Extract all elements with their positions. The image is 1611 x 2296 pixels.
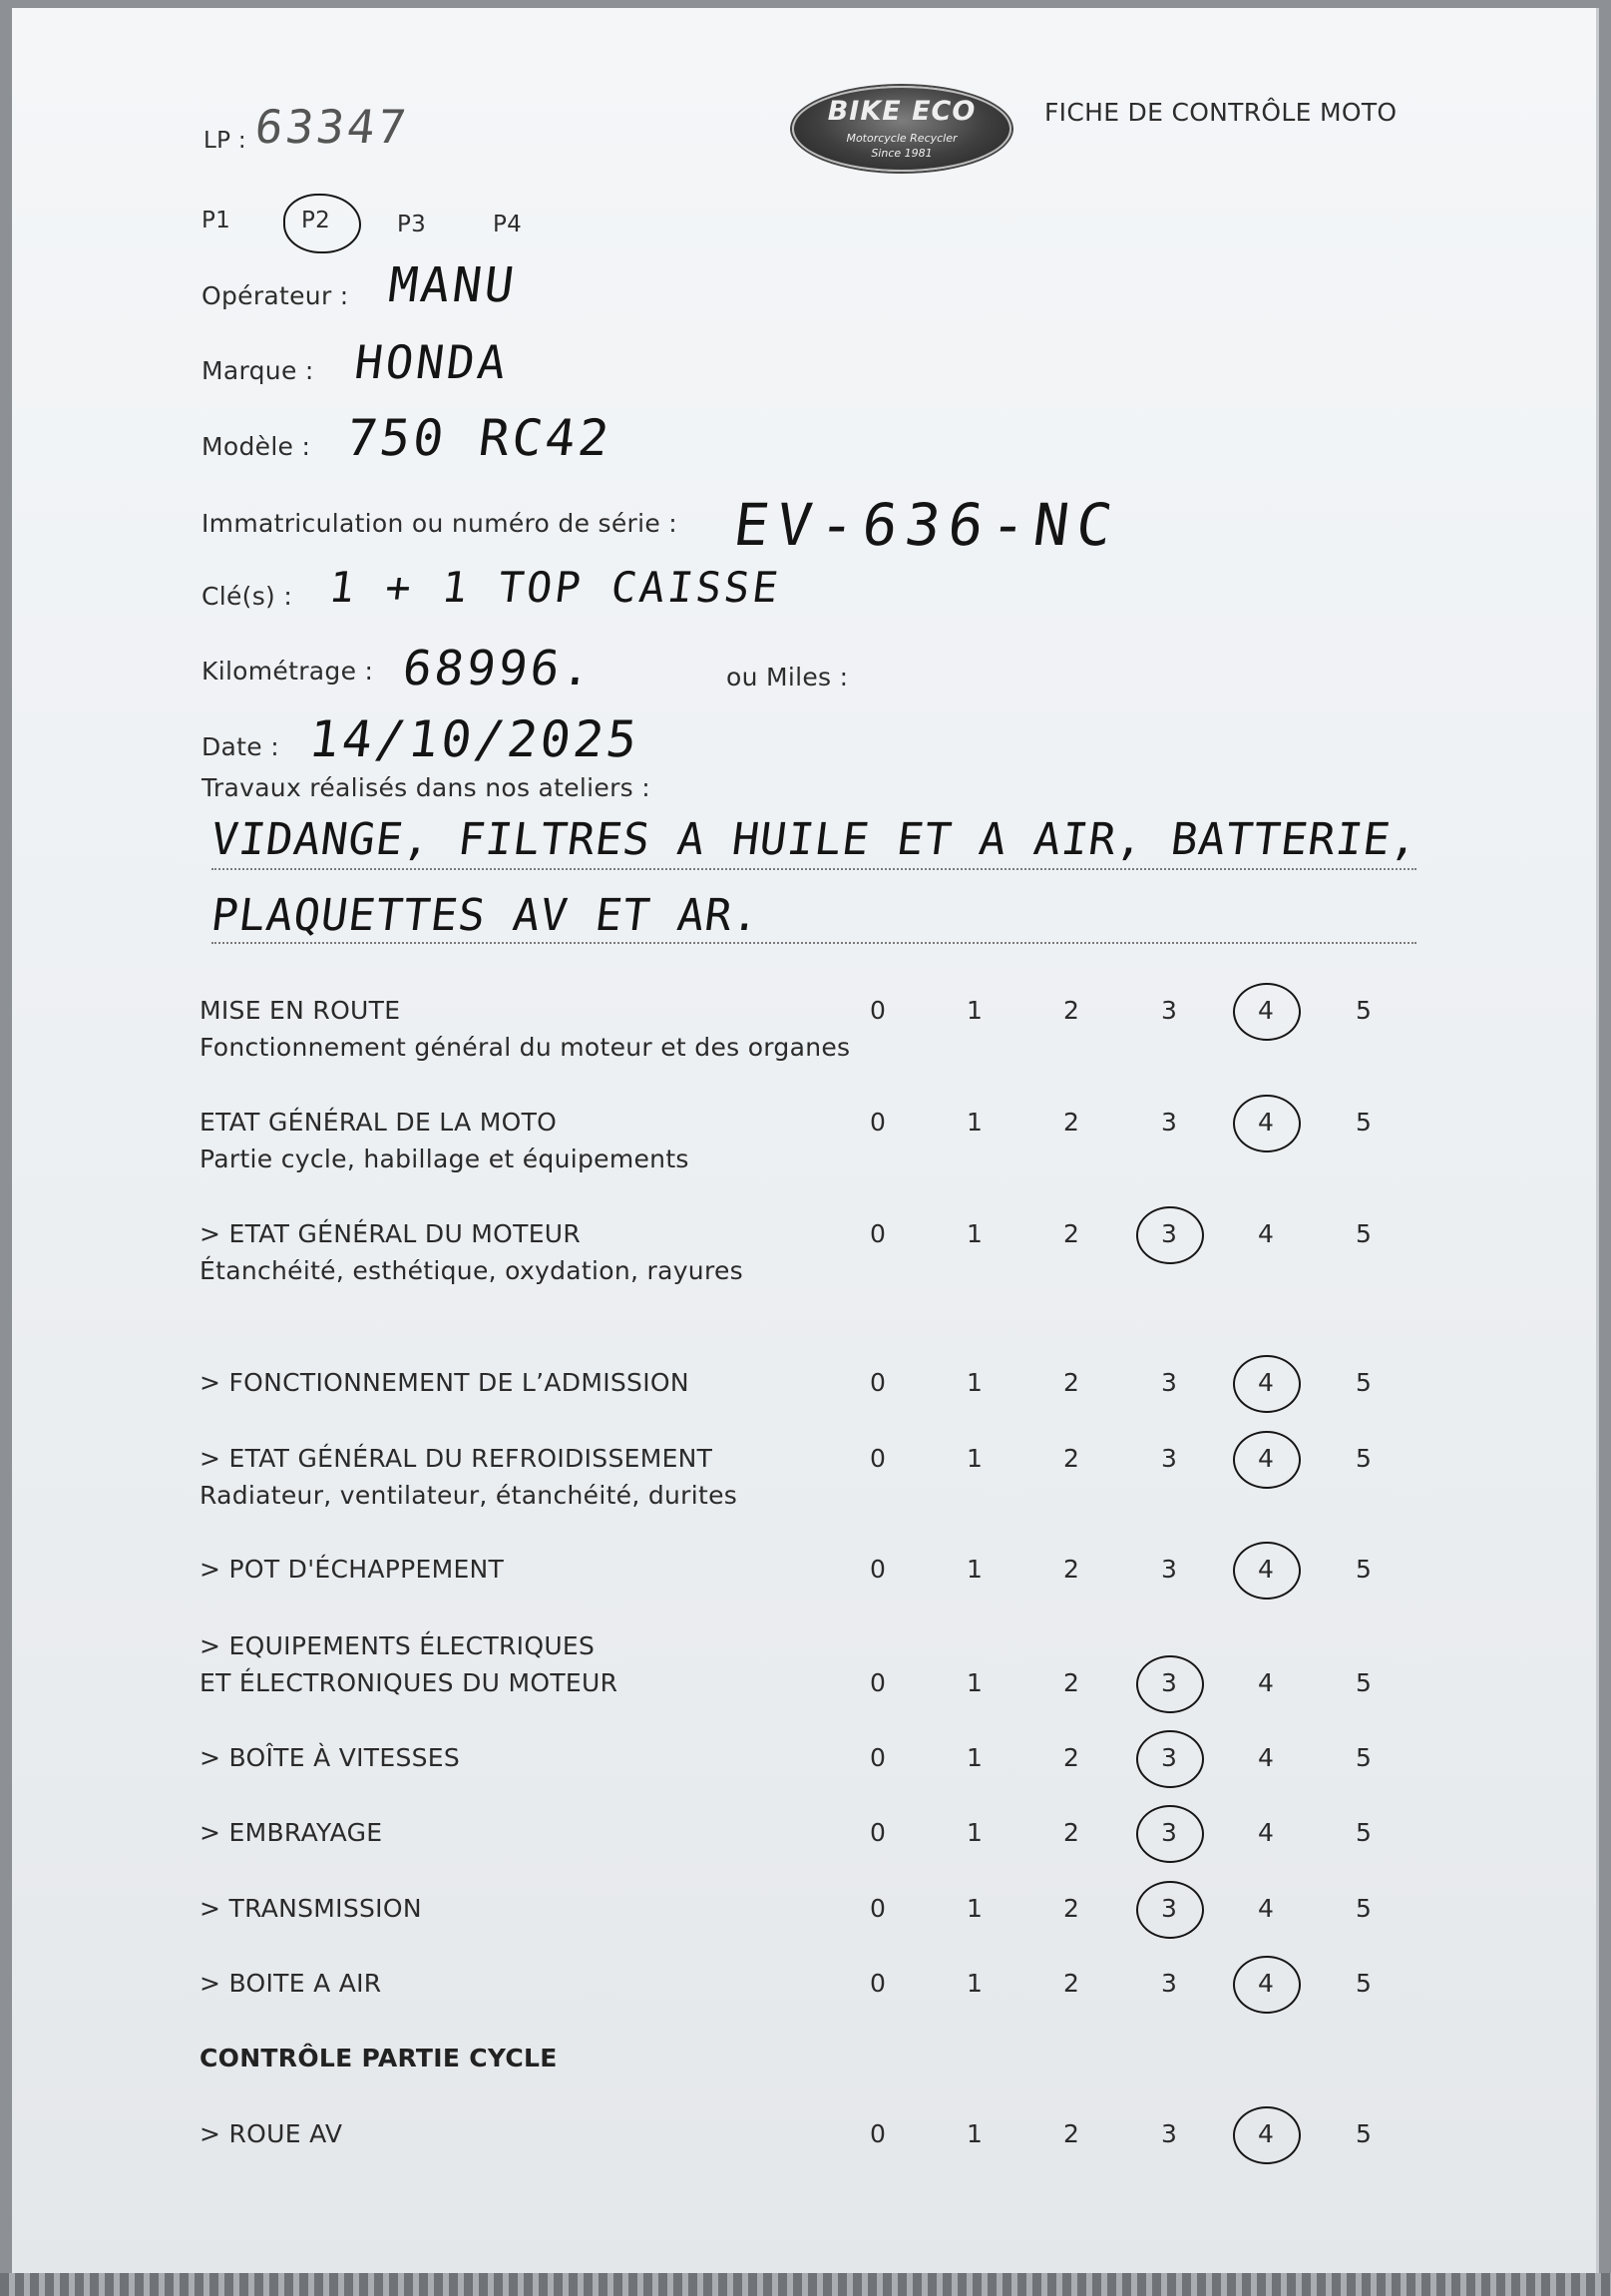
score-option-1[interactable]: 1 [967, 1894, 983, 1923]
check-title: > BOÎTE À VITESSES [200, 1743, 461, 1772]
operateur-label: Opérateur : [201, 281, 349, 310]
score-option-3[interactable]: 3 [1161, 1108, 1177, 1137]
score-option-3[interactable]: 3 [1161, 1894, 1177, 1923]
logo-tagline: Motorcycle Recycler [846, 132, 958, 145]
score-option-1[interactable]: 1 [967, 2119, 983, 2148]
score-option-0[interactable]: 0 [870, 996, 886, 1025]
score-option-4[interactable]: 4 [1258, 1444, 1274, 1473]
control-sheet [12, 8, 1599, 2273]
check-title: > EQUIPEMENTS ÉLECTRIQUES [200, 1631, 596, 1660]
score-option-5[interactable]: 5 [1356, 1368, 1372, 1397]
score-option-0[interactable]: 0 [870, 1894, 886, 1923]
operateur-value: MANU [385, 257, 521, 313]
modele-label: Modèle : [201, 432, 311, 461]
score-selected-circle [1136, 1730, 1204, 1788]
check-subtitle: Étanchéité, esthétique, oxydation, rayures [200, 1256, 743, 1285]
score-selected-circle [1233, 1542, 1301, 1600]
marque-label: Marque : [201, 356, 314, 385]
check-title: > POT D'ÉCHAPPEMENT [200, 1555, 505, 1584]
score-option-5[interactable]: 5 [1356, 1555, 1372, 1584]
score-option-2[interactable]: 2 [1063, 1969, 1079, 1998]
score-option-2[interactable]: 2 [1063, 1818, 1079, 1847]
immat-value: EV-636-NC [729, 491, 1124, 559]
score-option-2[interactable]: 2 [1063, 1444, 1079, 1473]
score-option-2[interactable]: 2 [1063, 1108, 1079, 1137]
cles-label: Clé(s) : [201, 582, 293, 611]
score-option-5[interactable]: 5 [1356, 2119, 1372, 2148]
priority-selection-circle [283, 194, 361, 253]
score-option-1[interactable]: 1 [967, 1368, 983, 1397]
score-option-4[interactable]: 4 [1258, 996, 1274, 1025]
check-subtitle: Radiateur, ventilateur, étanchéité, durites [200, 1481, 738, 1510]
check-title: ETAT GÉNÉRAL DE LA MOTO [200, 1108, 558, 1137]
kilometrage-label: Kilométrage : [201, 657, 374, 686]
binder-strip [0, 2273, 1611, 2296]
score-option-4[interactable]: 4 [1258, 1108, 1274, 1137]
score-option-0[interactable]: 0 [870, 1108, 886, 1137]
score-option-3[interactable]: 3 [1161, 2119, 1177, 2148]
score-option-4[interactable]: 4 [1258, 1555, 1274, 1584]
immat-label: Immatriculation ou numéro de série : [201, 509, 677, 538]
score-option-3[interactable]: 3 [1161, 1743, 1177, 1772]
score-option-5[interactable]: 5 [1356, 1969, 1372, 1998]
date-value: 14/10/2025 [305, 710, 643, 768]
score-option-5[interactable]: 5 [1356, 1444, 1372, 1473]
score-option-1[interactable]: 1 [967, 1555, 983, 1584]
score-option-1[interactable]: 1 [967, 1219, 983, 1248]
score-option-1[interactable]: 1 [967, 1818, 983, 1847]
score-selected-circle [1233, 2106, 1301, 2164]
check-title: MISE EN ROUTE [200, 996, 401, 1025]
check-subtitle: ET ÉLECTRONIQUES DU MOTEUR [200, 1668, 618, 1697]
lp-label: LP : [203, 128, 246, 154]
score-option-5[interactable]: 5 [1356, 1219, 1372, 1248]
score-option-4[interactable]: 4 [1258, 1894, 1274, 1923]
date-label: Date : [201, 732, 279, 761]
score-option-2[interactable]: 2 [1063, 1219, 1079, 1248]
travaux-dotted-line-2 [211, 942, 1416, 944]
score-option-2[interactable]: 2 [1063, 2119, 1079, 2148]
score-selected-circle [1233, 983, 1301, 1041]
score-selected-circle [1233, 1431, 1301, 1489]
score-option-0[interactable]: 0 [870, 1818, 886, 1847]
score-option-5[interactable]: 5 [1356, 1894, 1372, 1923]
score-option-2[interactable]: 2 [1063, 1368, 1079, 1397]
logo-since: Since 1981 [871, 147, 933, 160]
score-selected-circle [1136, 1206, 1204, 1264]
score-option-3[interactable]: 3 [1161, 1368, 1177, 1397]
score-option-2[interactable]: 2 [1063, 996, 1079, 1025]
travaux-line-1: VIDANGE, FILTRES A HUILE ET A AIR, BATTERIE, [207, 814, 1421, 865]
check-title: > BOITE A AIR [200, 1969, 382, 1998]
check-title: > FONCTIONNEMENT DE L’ADMISSION [200, 1368, 689, 1397]
check-title: > ETAT GÉNÉRAL DU REFROIDISSEMENT [200, 1444, 713, 1473]
score-option-4[interactable]: 4 [1258, 1969, 1274, 1998]
score-option-5[interactable]: 5 [1356, 1668, 1372, 1697]
score-option-0[interactable]: 0 [870, 1555, 886, 1584]
score-selected-circle [1136, 1655, 1204, 1713]
modele-value: 750 RC42 [343, 409, 615, 467]
score-option-1[interactable]: 1 [967, 1969, 983, 1998]
score-option-5[interactable]: 5 [1356, 1818, 1372, 1847]
score-option-3[interactable]: 3 [1161, 1219, 1177, 1248]
doc-title: FICHE DE CONTRÔLE MOTO [1044, 98, 1398, 127]
score-option-4[interactable]: 4 [1258, 1368, 1274, 1397]
priority-p1: P1 [201, 208, 231, 233]
priority-p2: P2 [301, 208, 331, 233]
miles-label: ou Miles : [726, 663, 849, 691]
score-option-5[interactable]: 5 [1356, 1108, 1372, 1137]
score-option-5[interactable]: 5 [1356, 1743, 1372, 1772]
lp-value: 63347 [251, 100, 412, 154]
score-option-0[interactable]: 0 [870, 2119, 886, 2148]
score-selected-circle [1136, 1805, 1204, 1863]
score-option-4[interactable]: 4 [1258, 1743, 1274, 1772]
score-option-4[interactable]: 4 [1258, 1219, 1274, 1248]
score-option-1[interactable]: 1 [967, 996, 983, 1025]
travaux-line-2: PLAQUETTES AV ET AR. [207, 890, 763, 941]
score-option-4[interactable]: 4 [1258, 1818, 1274, 1847]
check-title: > ETAT GÉNÉRAL DU MOTEUR [200, 1219, 582, 1248]
score-option-1[interactable]: 1 [967, 1743, 983, 1772]
score-option-4[interactable]: 4 [1258, 1668, 1274, 1697]
score-option-3[interactable]: 3 [1161, 1555, 1177, 1584]
score-selected-circle [1136, 1881, 1204, 1939]
check-subtitle: Partie cycle, habillage et équipements [200, 1145, 689, 1173]
travaux-label: Travaux réalisés dans nos ateliers : [201, 773, 650, 802]
cles-value: 1 + 1 TOP CAISSE [325, 563, 784, 612]
score-option-2[interactable]: 2 [1063, 1743, 1079, 1772]
score-option-2[interactable]: 2 [1063, 1555, 1079, 1584]
score-selected-circle [1233, 1355, 1301, 1413]
section-cycle-title: CONTRÔLE PARTIE CYCLE [200, 2044, 558, 2072]
score-option-4[interactable]: 4 [1258, 2119, 1274, 2148]
score-option-0[interactable]: 0 [870, 1219, 886, 1248]
score-option-2[interactable]: 2 [1063, 1668, 1079, 1697]
logo-text: BIKE ECO [827, 96, 977, 127]
score-option-3[interactable]: 3 [1161, 1969, 1177, 1998]
priority-p3: P3 [397, 212, 427, 237]
bike-eco-logo [792, 86, 1011, 172]
score-option-3[interactable]: 3 [1161, 996, 1177, 1025]
check-title: > TRANSMISSION [200, 1894, 422, 1923]
kilometrage-value: 68996. [399, 641, 598, 696]
score-option-0[interactable]: 0 [870, 1743, 886, 1772]
travaux-dotted-line-1 [211, 868, 1416, 870]
score-option-0[interactable]: 0 [870, 1668, 886, 1697]
score-option-3[interactable]: 3 [1161, 1668, 1177, 1697]
score-option-0[interactable]: 0 [870, 1969, 886, 1998]
score-selected-circle [1233, 1956, 1301, 2014]
score-option-1[interactable]: 1 [967, 1108, 983, 1137]
score-option-0[interactable]: 0 [870, 1368, 886, 1397]
score-option-1[interactable]: 1 [967, 1444, 983, 1473]
check-title: > EMBRAYAGE [200, 1818, 383, 1847]
score-option-3[interactable]: 3 [1161, 1444, 1177, 1473]
score-option-0[interactable]: 0 [870, 1444, 886, 1473]
check-subtitle: Fonctionnement général du moteur et des organes [200, 1033, 851, 1062]
check-title: > ROUE AV [200, 2119, 343, 2148]
score-selected-circle [1233, 1095, 1301, 1152]
priority-p4: P4 [493, 212, 523, 237]
marque-value: HONDA [351, 335, 512, 389]
score-option-3[interactable]: 3 [1161, 1818, 1177, 1847]
score-option-2[interactable]: 2 [1063, 1894, 1079, 1923]
score-option-1[interactable]: 1 [967, 1668, 983, 1697]
score-option-5[interactable]: 5 [1356, 996, 1372, 1025]
